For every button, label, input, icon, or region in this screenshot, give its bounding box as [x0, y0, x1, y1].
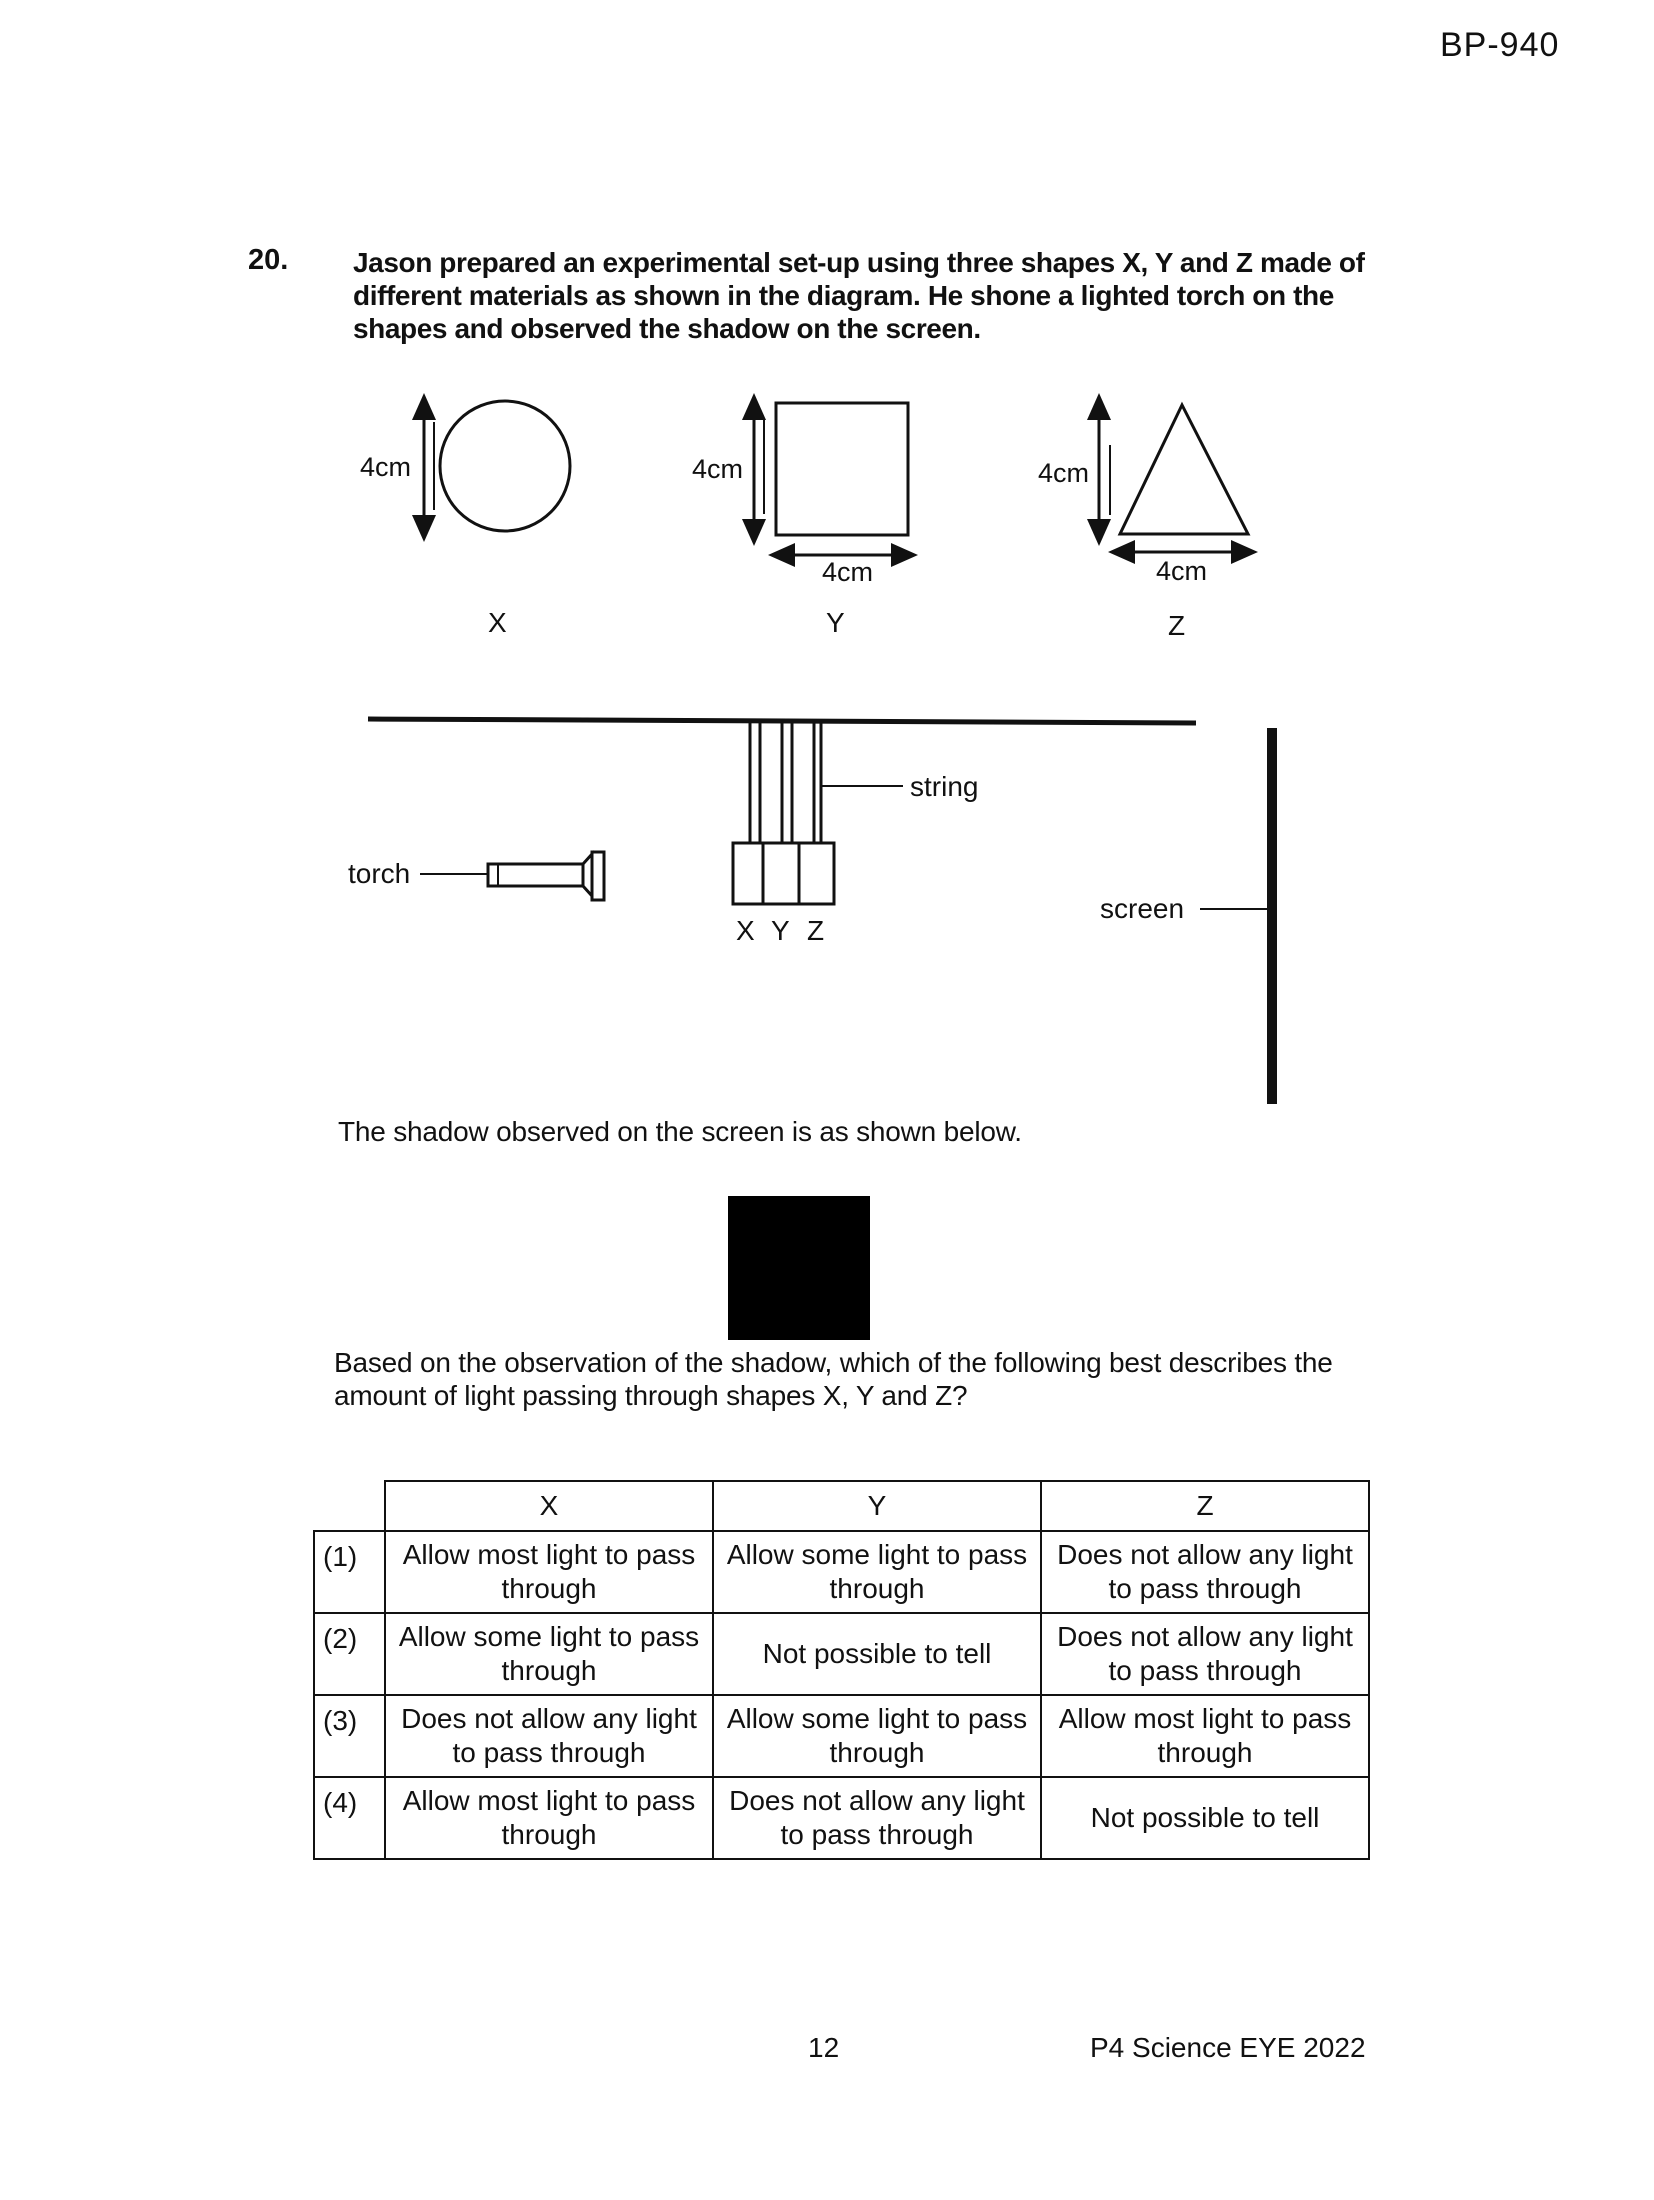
table-cell: Does not allow any light to pass through	[713, 1777, 1041, 1859]
table-cell: Not possible to tell	[1041, 1777, 1369, 1859]
table-cell: Allow some light to pass through	[713, 1531, 1041, 1613]
question-stem: Jason prepared an experimental set-up using three shapes X, Y and Z made of different materials as shown in the diagram. He shone a lighted torch on the shapes and observed the shadow on the screen.	[353, 247, 1365, 344]
shape-x-circle	[440, 401, 570, 531]
table-cell: Allow most light to pass through	[385, 1777, 713, 1859]
question-prompt: Based on the observation of the shadow, which of the following best describes the amount of light passing through shapes X, Y and Z?	[334, 1347, 1333, 1411]
shape-z-width-label: 4cm	[1156, 556, 1208, 586]
string-label: string	[910, 771, 979, 802]
table-row[interactable]	[314, 1613, 1369, 1695]
page-code: BP-940	[1440, 26, 1560, 64]
shape-y-height-label: 4cm	[692, 454, 744, 484]
table-cell: Allow most light to pass through	[1041, 1695, 1369, 1777]
table-row[interactable]	[314, 1777, 1369, 1859]
shape-x	[360, 401, 570, 638]
shape-z-triangle	[1120, 405, 1248, 534]
option-label[interactable]: (3)	[314, 1695, 385, 1777]
torch-label: torch	[348, 858, 411, 889]
table-header-z: Z	[1041, 1481, 1369, 1531]
table-cell: Not possible to tell	[713, 1613, 1041, 1695]
footer-title: P4 Science EYE 2022	[1090, 2032, 1366, 2063]
screen	[1100, 728, 1277, 1104]
table-cell: Allow some light to pass through	[713, 1695, 1041, 1777]
table-cell: Allow most light to pass through	[385, 1531, 713, 1613]
answer-table	[313, 1480, 1370, 1860]
table-corner	[314, 1481, 385, 1531]
shadow-caption: The shadow observed on the screen is as shown below.	[338, 1116, 1022, 1147]
option-label[interactable]: (2)	[314, 1613, 385, 1695]
shape-y-square	[776, 403, 908, 535]
hanging-label-y: Y	[771, 915, 790, 946]
shape-y	[692, 403, 908, 638]
table-header-x: X	[385, 1481, 713, 1531]
footer-page-number: 12	[808, 2032, 840, 2063]
torch	[348, 852, 604, 900]
hanging-shapes	[733, 843, 834, 946]
table-header-y: Y	[713, 1481, 1041, 1531]
shape-z-height-label: 4cm	[1038, 458, 1090, 488]
shape-y-width-label: 4cm	[822, 557, 874, 587]
table-cell: Does not allow any light to pass through	[1041, 1531, 1369, 1613]
table-header-row	[314, 1481, 1369, 1531]
shape-x-height-label: 4cm	[360, 452, 412, 482]
question-number: 20.	[248, 244, 289, 276]
shape-x-label: X	[488, 607, 507, 638]
screen-label: screen	[1100, 893, 1185, 924]
hanging-label-z: Z	[807, 915, 825, 946]
option-label[interactable]: (4)	[314, 1777, 385, 1859]
table-row[interactable]	[314, 1695, 1369, 1777]
table-cell: Does not allow any light to pass through	[385, 1695, 713, 1777]
option-label[interactable]: (1)	[314, 1531, 385, 1613]
hanging-label-x: X	[736, 915, 755, 946]
shape-z	[1038, 405, 1248, 641]
table-cell: Allow some light to pass through	[385, 1613, 713, 1695]
shape-z-label: Z	[1168, 610, 1186, 641]
screen-bar	[1267, 728, 1277, 1104]
observed-shadow	[728, 1196, 870, 1340]
torch-body	[488, 864, 583, 886]
strings	[750, 722, 978, 843]
shape-y-label: Y	[826, 607, 845, 638]
table-cell: Does not allow any light to pass through	[1041, 1613, 1369, 1695]
table-row[interactable]	[314, 1531, 1369, 1613]
